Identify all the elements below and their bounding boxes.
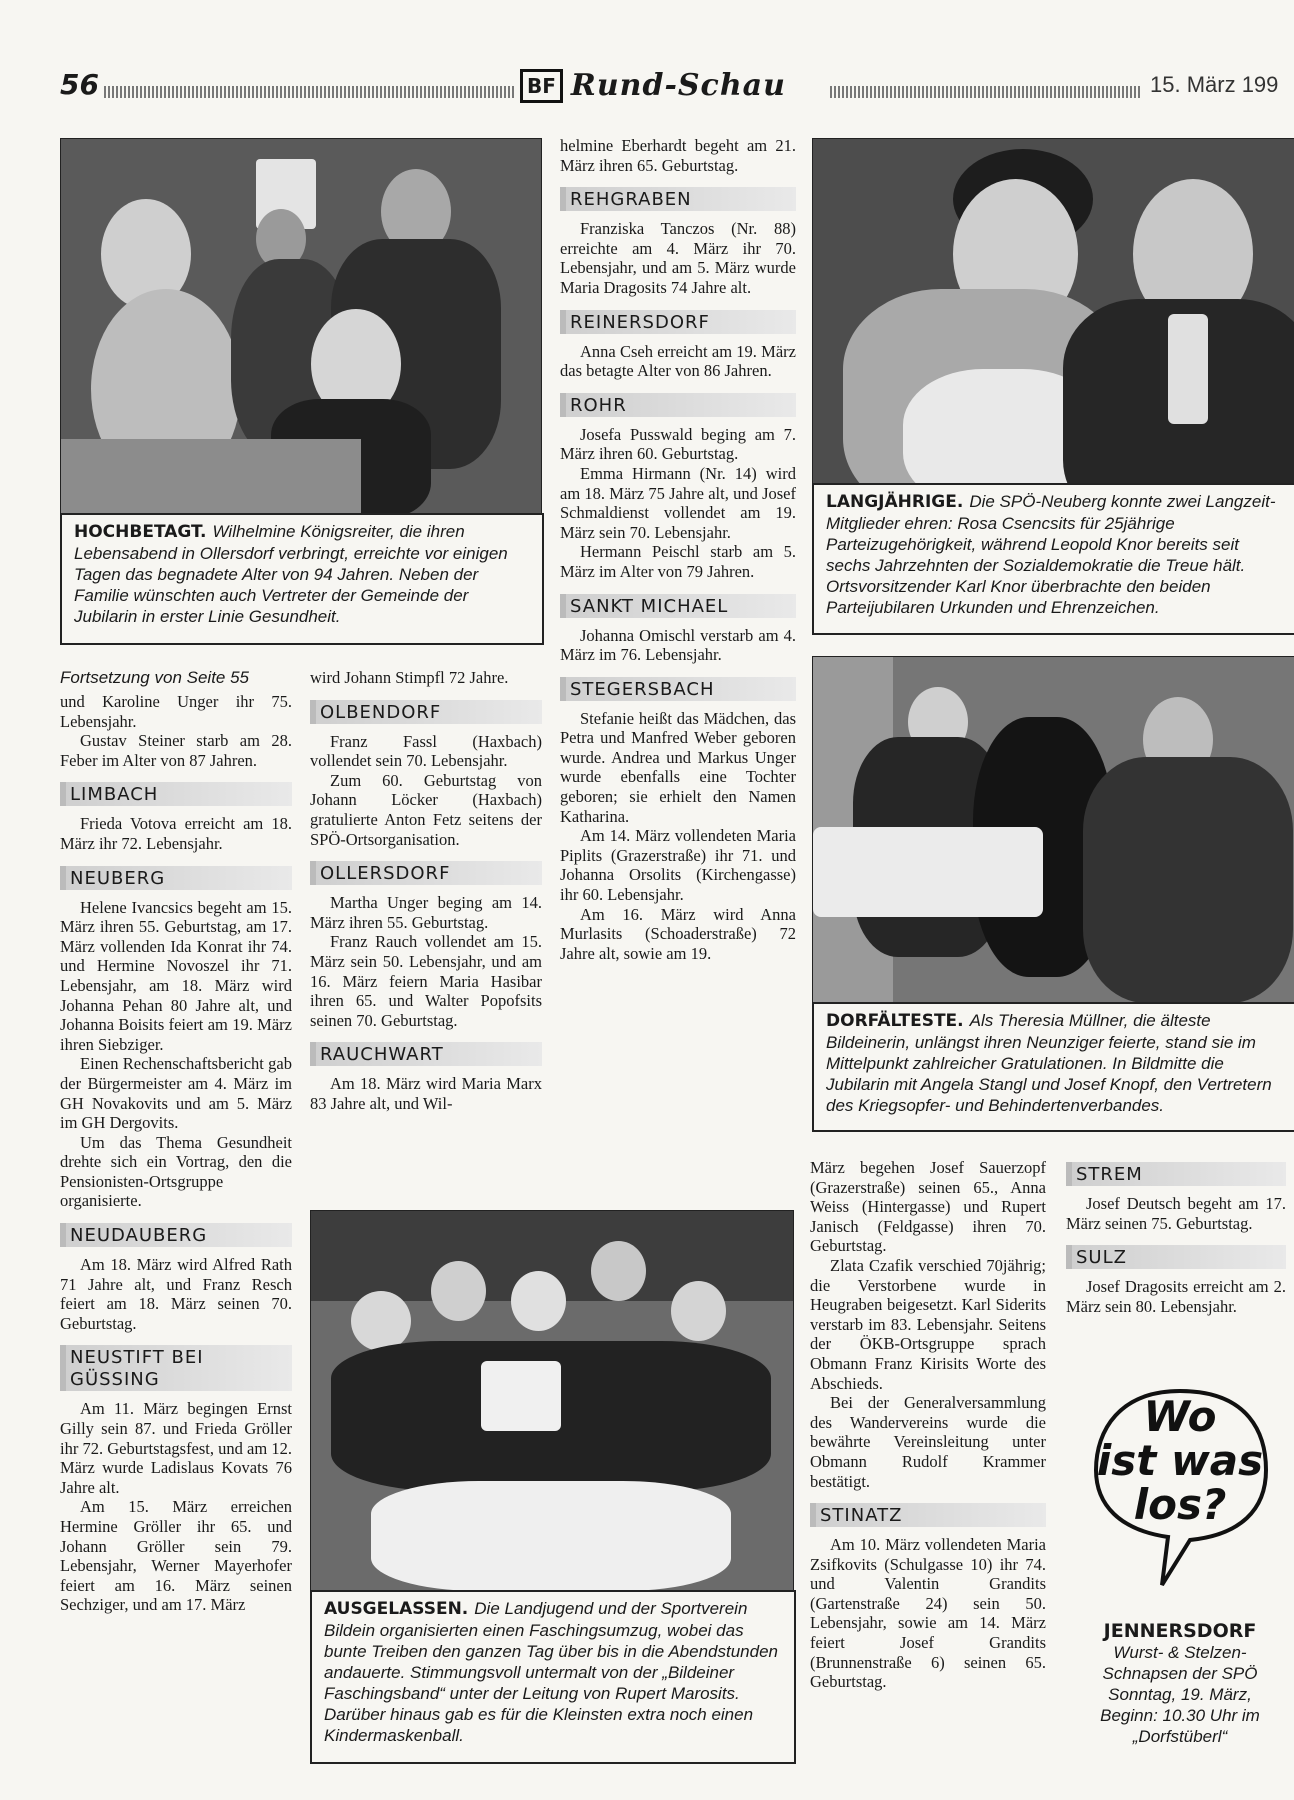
caption-1-text: Wilhelmine Königsreiter, die ihren Lebensabend in Ollersdorf verbringt, erreichte vor einigen Tagen das begnadete Alter von 94 Jahren. Neben der Familie wünschten auch Vertreter der Gemeinde der Jubilarin in erster Linie Gesundheit. — [74, 522, 508, 626]
caption-1 — [62, 515, 542, 635]
page-number: 56 — [60, 68, 99, 101]
paragraph: Franz Fassl (Haxbach) vollendet sein 70. Lebensjahr. — [310, 731, 542, 771]
paragraph: Anna Cseh erreicht am 19. März das betagte Alter von 86 Jahren. — [560, 341, 796, 381]
paragraph: Gustav Steiner starb am 28. Feber im Alter von 87 Jahren. — [60, 731, 292, 770]
paragraph: Hermann Peischl starb am 5. März im Alter von 79 Jahren. — [560, 542, 796, 581]
paragraph: Einen Rechenschaftsbericht gab der Bürgermeister am 4. März im GH Novakovits und am 5. März im GH Dergovits. — [60, 1054, 292, 1133]
bubble-line-3: los? — [1133, 1480, 1227, 1529]
caption-2 — [814, 485, 1294, 626]
section-heading-rohr: ROHR — [560, 393, 796, 417]
caption-4-lead: AUSGELASSEN. — [324, 1599, 469, 1619]
paragraph: Am 18. März wird Alfred Rath 71 Jahre alt, und Franz Resch feiert am 18. März seinen 70. Geburtstag. — [60, 1255, 292, 1333]
photo-party-members — [812, 138, 1294, 485]
section-heading-neudauberg: NEUDAUBERG — [60, 1223, 292, 1247]
caption-1-lead: HOCHBETAGT. — [74, 522, 207, 542]
bubble-line-1: Wo — [1143, 1392, 1217, 1441]
masthead — [60, 68, 1294, 112]
text-column-4 — [810, 1158, 1046, 1692]
paragraph: Bei der Generalversammlung des Wandervereins wurde die bewährte Vereinsleitung unter Obmann Rudolf Krammer bestätigt. — [810, 1393, 1046, 1491]
caption-3-lead: DORFÄLTESTE. — [826, 1011, 964, 1031]
speech-bubble-ad — [1090, 1385, 1270, 1590]
jennersdorf-notice — [1090, 1620, 1270, 1747]
section-heading-sankt-michael: SANKT MICHAEL — [560, 594, 796, 618]
paragraph: Am 18. März wird Maria Marx 83 Jahre alt, und Wil- — [310, 1074, 542, 1113]
paragraph: helmine Eberhardt begeht am 21. März ihren 65. Geburtstag. — [560, 136, 796, 175]
section-heading-neustift: NEUSTIFT BEI GÜSSING — [60, 1345, 292, 1391]
photo-birthday-group — [60, 138, 542, 515]
photo-oldest-villager — [812, 656, 1294, 1004]
section-heading-ollersdorf: OLLERSDORF — [310, 861, 542, 885]
paragraph: Um das Thema Gesundheit drehte sich ein Vortrag, den die Pensionisten-Ortsgruppe organisierte. — [60, 1132, 292, 1211]
caption-3 — [814, 1004, 1294, 1124]
paragraph: Josefa Pusswald beging am 7. März ihren 60. Geburtstag. — [560, 424, 796, 464]
paragraph: Johanna Omischl verstarb am 4. März im 76. Lebensjahr. — [560, 625, 796, 665]
caption-2-lead: LANGJÄHRIGE. — [826, 492, 964, 512]
paragraph: Franziska Tanczos (Nr. 88) erreichte am 4. März ihr 70. Lebensjahr, und am 5. März wurde Maria Dragosits 74 Jahre alt. — [560, 219, 796, 297]
section-heading-sulz: SULZ — [1066, 1245, 1286, 1269]
paragraph: Josef Dragosits erreicht am 2. März sein 80. Lebensjahr. — [1066, 1277, 1286, 1316]
paragraph: Helene Ivancsics begeht am 15. März ihren 55. Geburtstag, am 17. März vollenden Ida Konrat ihr 74. und Hermine Novoszel ihr 71. Lebensjahr, am 18. März wird Johanna Pehan 80 Jahre alt, und Johanna Boisits feiert am 19. März ihren Siebziger. — [60, 897, 292, 1054]
paragraph: Frieda Votova erreicht am 18. März ihr 72. Lebensjahr. — [60, 814, 292, 853]
paragraph: Zlata Czafik verschied 70jährig; die Verstorbene wurde in Heugraben beigesetzt. Karl Siderits verstarb im 83. Lebensjahr. Seitens der ÖKB-Ortsgruppe sprach Obmann Franz Kirisits Worte des Abschieds. — [810, 1255, 1046, 1393]
paragraph: Am 10. März vollendeten Maria Zsifkovits (Schulgasse 10) ihr 74. und Valentin Grandits (Gartenstraße 24) sein 50. Lebensjahr, sowie am 14. März feiert Josef Grandits (Brunnenstraße 6) seinen 65. Geburtstag. — [810, 1535, 1046, 1692]
caption-box-2 — [812, 483, 1294, 635]
masthead-rule-left — [104, 86, 514, 98]
jennersdorf-heading: JENNERSDORF — [1103, 1620, 1257, 1642]
caption-3-text: Als Theresia Müllner, die älteste Bildeinerin, unlängst ihren Neunziger feierte, stand sie im Mittelpunkt zahlreicher Gratulationen. In Bildmitte die Jubilarin mit Angela Stangl und Josef Knopf, den Vertretern des Kriegsopfer- und Behindertenverbandes. — [826, 1011, 1272, 1115]
newspaper-logo — [520, 68, 786, 103]
section-heading-stinatz: STINATZ — [810, 1503, 1046, 1527]
text-column-5 — [1066, 1150, 1286, 1316]
caption-4 — [312, 1592, 794, 1754]
paragraph: Franz Rauch vollendet am 15. März sein 50. Lebensjahr, und am 16. März feiern Maria Hasibar ihren 65. und Walter Popofsits seinen 70. Geburtstag. — [310, 932, 542, 1030]
caption-box-4 — [310, 1590, 796, 1764]
paragraph: März begehen Josef Sauerzopf (Grazerstraße) seinen 65., Anna Weiss (Hintergasse) und Rupert Janisch (Feldgasse) ihren 70. Geburtstag. — [810, 1158, 1046, 1256]
caption-box-1 — [60, 513, 544, 645]
continued-note: Fortsetzung von Seite 55 — [60, 668, 250, 687]
text-column-3 — [560, 136, 796, 963]
paragraph: Am 14. März vollendeten Maria Piplits (Grazerstraße) ihr 71. und Johanna Orsolits (Kirchengasse) ihr 60. Lebensjahr. — [560, 826, 796, 905]
page-date: 15. März 199 — [1150, 72, 1279, 97]
paragraph: Am 11. März begingen Ernst Gilly sein 87. und Frieda Gröller ihr 72. Geburtstagsfest, und am 12. März wurde Ladislaus Kovats 76 Jahre alt. — [60, 1399, 292, 1497]
paragraph: Am 16. März wird Anna Murlasits (Schoaderstraße) 72 Jahre alt, sowie am 19. — [560, 904, 796, 963]
paragraph: Am 15. März erreichen Hermine Gröller ihr 65. und Johann Gröller sein 79. Lebensjahr, Werner Mayerhofer feiert am 16. März seinen Sechziger, und am 17. März — [60, 1497, 292, 1615]
caption-2-text: Die SPÖ-Neuberg konnte zwei Langzeit-Mitglieder ehren: Rosa Csencsits für 25jährige Parteizugehörigkeit, während Leopold Knor bereits seit sechs Jahrzehnten der Sozialdemokratie die Treue hält. Ortsvorsitzender Karl Knor überbrachte den beiden Parteijubilaren Urkunden und Ehrenzeichen. — [826, 492, 1276, 617]
logo-box: BF — [520, 69, 563, 103]
section-heading-rauchwart: RAUCHWART — [310, 1042, 542, 1066]
caption-4-text: Die Landjugend und der Sportverein Bildein organisierten einen Faschingsumzug, wobei das bunte Treiben den ganzen Tag über bis in die Abendstunden andauerte. Stimmungsvoll untermalt von der „Bildeiner Faschingsband“ unter der Leitung von Rupert Marosits. Darüber hinaus gab es für die Kleinsten extra noch einen Kindermaskenball. — [324, 1599, 778, 1745]
section-heading-strem: STREM — [1066, 1162, 1286, 1186]
paragraph: Stefanie heißt das Mädchen, das Petra und Manfred Weber geboren wurde. Andrea und Markus Unger wurde ebenfalls eine Tochter geboren; sie erhielt den Namen Katharina. — [560, 708, 796, 826]
jennersdorf-text: Wurst- & Stelzen-Schnapsen der SPÖ Sonntag, 19. März, Beginn: 10.30 Uhr im „Dorfstüberl“ — [1100, 1643, 1260, 1746]
paragraph: Zum 60. Geburtstag von Johann Löcker (Haxbach) gratulierte Anton Fetz seitens der SPÖ-Ortsorganisation. — [310, 770, 542, 849]
section-heading-stegersbach: STEGERSBACH — [560, 677, 796, 701]
paragraph: wird Johann Stimpfl 72 Jahre. — [310, 668, 509, 687]
section-heading-olbendorf: OLBENDORF — [310, 700, 542, 724]
paragraph: Emma Hirmann (Nr. 14) wird am 18. März 75 Jahre alt, und Josef Schmaldienst vollendet am 19. März sein 70. Lebensjahr. — [560, 463, 796, 542]
photo-carnival-parade — [310, 1210, 794, 1592]
section-heading-neuberg: NEUBERG — [60, 866, 292, 890]
paragraph: und Karoline Unger ihr 75. Lebensjahr. — [60, 692, 292, 731]
section-heading-rehgraben: REHGRABEN — [560, 187, 796, 211]
paragraph: Josef Deutsch begeht am 17. März seinen 75. Geburtstag. — [1066, 1194, 1286, 1233]
caption-box-3 — [812, 1002, 1294, 1132]
masthead-rule-right — [830, 86, 1140, 98]
bubble-line-2: ist was — [1096, 1436, 1264, 1485]
paragraph: Martha Unger beging am 14. März ihren 55. Geburtstag. — [310, 893, 542, 932]
section-heading-limbach: LIMBACH — [60, 782, 292, 806]
logo-text: Rund-Schau — [570, 68, 786, 103]
text-column-2 — [310, 668, 542, 1114]
text-column-1 — [60, 668, 292, 1615]
section-heading-reinersdorf: REINERSDORF — [560, 310, 796, 334]
